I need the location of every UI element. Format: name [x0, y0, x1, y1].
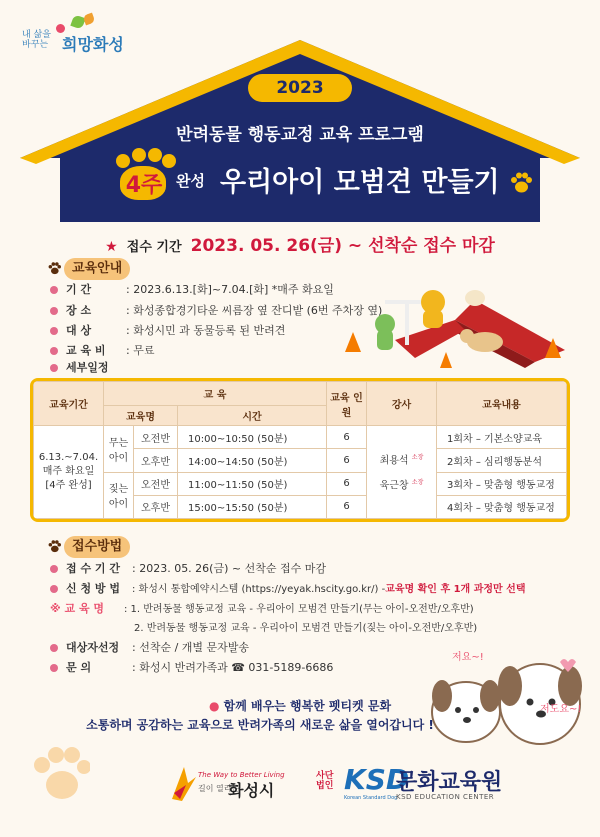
info-schedule: 세부일정 [50, 359, 126, 375]
group-name: 무는 아이 [104, 426, 134, 473]
info-period: 기 간 : 2023.6.13.[화]~7.04.[화] *매주 화요일 [50, 281, 334, 297]
content: 3회차 – 맞춤형 행동교정 [437, 472, 567, 495]
time: 15:00~15:50 (50분) [178, 495, 327, 518]
content: 1회차 – 기본소양교육 [437, 426, 567, 449]
ksd-prefix: 사단 법인 [316, 771, 334, 791]
apply-course-2: 2. 반려동물 행동교정 교육 - 우리아이 모범견 만들기(짖는 아이-오전반/오후반) [134, 623, 478, 634]
closing-line-2: 소통하며 공감하는 교육으로 반려가족의 새로운 삶을 열어갑니다 ! [86, 718, 434, 732]
hwaseong-logo-icon [168, 763, 198, 803]
section-title: 교육안내 [64, 258, 130, 280]
header-education: 교 육 [104, 382, 327, 406]
ksd-en: KSD EDUCATION CENTER [396, 793, 495, 801]
count: 6 [327, 495, 367, 518]
header-count: 교육 인원 [327, 382, 367, 426]
closing-text-1: 함께 배우는 행복한 펫티켓 문화 [223, 699, 392, 713]
teacher-title: 소장 [411, 453, 424, 461]
session: 오후반 [134, 495, 178, 518]
paw-icon [510, 172, 532, 194]
header-time: 시간 [178, 406, 327, 426]
ksd-name: 문화교육원 [396, 770, 503, 795]
ksd-sub: Korean Standard Dog [344, 795, 398, 801]
time: 14:00~14:50 (50분) [178, 449, 327, 472]
reception-value: 2023. 05. 26(금) ~ 선착순 접수 마감 [190, 236, 495, 256]
reception-label: 접수 기간 [126, 240, 182, 255]
session: 오전반 [134, 472, 178, 495]
info-fee: 교 육 비 : 무료 [50, 342, 154, 358]
main-title: 우리아이 모범견 만들기 [220, 167, 500, 198]
teacher-name: 최용석 [379, 455, 409, 466]
paw-icon [48, 540, 61, 553]
header-name: 교육명 [104, 406, 178, 426]
time: 11:00~11:50 (50분) [178, 472, 327, 495]
count: 6 [327, 426, 367, 449]
apply-contact: 문 의 : 화성시 반려가족과 ☎ 031-5189-6686 [50, 659, 333, 675]
hwaseong-en: The Way to Better Living [198, 771, 285, 779]
hwaseong-slogan: 길이 열리는 [198, 784, 240, 793]
time: 10:00~10:50 (50분) [178, 426, 327, 449]
star-icon: ★ [105, 239, 118, 255]
logo-slogan: 내 삶을 바꾸는 [22, 30, 51, 50]
content: 4회차 – 맞춤형 행동교정 [437, 495, 567, 518]
schedule-table [30, 378, 570, 522]
weeks-badge: 4주 [125, 173, 163, 198]
paw-icon [112, 150, 172, 200]
footer [0, 757, 600, 837]
teacher-cell [367, 426, 437, 519]
table-row [34, 472, 567, 495]
header-period: 교육기간 [34, 382, 104, 426]
apply-course: ※ 교 육 명 : 1. 반려동물 행동교정 교육 - 우리아이 모범견 만들기(무는 아이-오전반/오후반) [50, 602, 474, 615]
session: 오전반 [134, 426, 178, 449]
hwaseong-name: 화성시 [228, 781, 275, 800]
teacher-title: 소장 [411, 479, 424, 486]
teacher-name: 육근창 [379, 480, 409, 492]
closing-line-1 [0, 697, 600, 714]
count: 6 [327, 472, 367, 495]
info-place: 장 소 : 화성종합경기타운 씨름장 옆 잔디밭 (6번 주차장 옆) [50, 302, 382, 318]
count: 6 [327, 449, 367, 472]
ksd-logo: KSD [344, 763, 410, 796]
section-title: 접수방법 [64, 536, 130, 558]
reception-period [0, 231, 600, 256]
content: 2회차 – 심리행동분석 [437, 449, 567, 472]
group-name: 짖는 아이 [104, 472, 134, 519]
session: 오후반 [134, 449, 178, 472]
complete-label: 완성 [176, 172, 205, 190]
apply-method: 신 청 방 법 : 화성시 통합예약시스템 (https://yeyak.hscity.go.kr/) -교육명 확인 후 1개 과정만 선택 [50, 580, 525, 596]
paw-icon [48, 262, 61, 275]
header-teacher: 강사 [367, 382, 437, 426]
apply-select: 대상자선정 : 선착순 / 개별 문자발송 [50, 639, 249, 655]
logo-name: 희망화성 [62, 35, 124, 54]
header-content: 교육내용 [437, 382, 567, 426]
speech-bubble: 저요~! [452, 652, 484, 663]
period-cell: 6.13.~7.04. 매주 화요일 [4주 완성] [34, 426, 104, 519]
speech-bubble: 저도요~! [540, 704, 582, 715]
program-title: 반려동물 행동교정 교육 프로그램 [176, 125, 424, 145]
year-badge: 2023 [248, 74, 352, 102]
paw-icon: ● [208, 699, 220, 713]
info-target: 대 상 : 화성시민 과 동물등록 된 반려견 [50, 322, 285, 338]
agility-illustration [335, 280, 580, 375]
table-row [34, 426, 567, 449]
apply-period: 접 수 기 간 : 2023. 05. 26(금) ~ 선착순 접수 마감 [50, 560, 326, 576]
